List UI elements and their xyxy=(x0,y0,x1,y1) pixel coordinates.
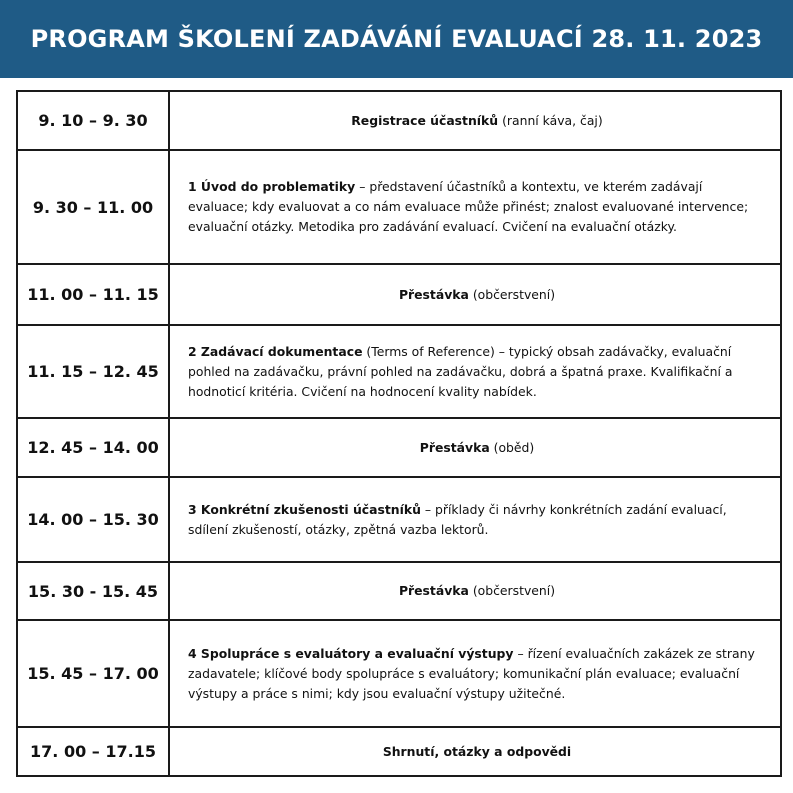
table-row xyxy=(17,477,781,562)
time-cell: 14. 00 – 15. 30 xyxy=(17,477,169,562)
session-detail: (ranní káva, čaj) xyxy=(498,112,603,128)
session-title: Registrace účastníků xyxy=(351,112,499,128)
description-cell xyxy=(169,477,781,562)
session-title: 3 Konkrétní zkušenosti účastníků xyxy=(188,501,421,517)
session-title: Přestávka xyxy=(398,583,469,598)
description-cell xyxy=(169,418,781,477)
session-detail: – příklady či návrhy konkrétních zadání evaluací, sdílení zkušeností, otázky, zpětná vazba lektorů. xyxy=(188,501,727,537)
time-cell: 9. 10 – 9. 30 xyxy=(17,91,169,150)
session-detail: – řízení evaluačních zakázek ze strany zadavatele; klíčové body spolupráce s evaluátory; komunikační plán evaluace; evaluační výstupy a práce s nimi; kdy jsou evaluační výstupy užitečné. xyxy=(188,645,755,701)
header-banner xyxy=(0,0,793,78)
time-cell: 15. 45 – 17. 00 xyxy=(17,620,169,727)
table-row xyxy=(17,727,781,776)
table-row xyxy=(17,150,781,264)
time-cell: 11. 15 – 12. 45 xyxy=(17,325,169,418)
table-row xyxy=(17,562,781,620)
table-row xyxy=(17,325,781,418)
time-cell: 12. 45 – 14. 00 xyxy=(17,418,169,477)
description-cell xyxy=(169,620,781,727)
session-detail: (občerstvení) xyxy=(468,583,556,598)
description-cell xyxy=(169,727,781,776)
session-detail: (občerstvení) xyxy=(468,286,556,302)
description-cell xyxy=(169,150,781,264)
schedule-table xyxy=(16,90,782,777)
session-title: 4 Spolupráce s evaluátory a evaluační výstupy xyxy=(188,645,514,661)
session-title: 2 Zadávací dokumentace xyxy=(188,343,363,359)
description-cell xyxy=(169,91,781,150)
description-cell xyxy=(169,264,781,325)
time-cell: 9. 30 – 11. 00 xyxy=(17,150,169,264)
session-title: Přestávka xyxy=(398,286,469,302)
session-detail: – představení účastníků a kontextu, ve kterém zadávají evaluace; kdy evaluovat a co nám evaluace může přinést; znalost evaluované intervence; evaluační otázky. Metodika pro zadávání evaluací. Cvičení na evaluační otázky. xyxy=(188,179,749,234)
time-cell: 15. 30 - 15. 45 xyxy=(17,562,169,620)
session-title: 1 Úvod do problematiky xyxy=(188,179,356,194)
table-row xyxy=(17,418,781,477)
table-row xyxy=(17,91,781,150)
description-cell xyxy=(169,325,781,418)
session-title: Shrnutí, otázky a odpovědi xyxy=(382,743,572,759)
table-row xyxy=(17,620,781,727)
time-cell: 11. 00 – 11. 15 xyxy=(17,264,169,325)
description-cell xyxy=(169,562,781,620)
session-detail: (Terms of Reference) – typický obsah zadávačky, evaluační pohled na zadávačku, právní pohled na zadávačku, dobrá a špatná praxe. Kvalifikační a hodnoticí kritéria. Cvičení na hodnocení kvality nabídek. xyxy=(188,343,733,399)
table-row xyxy=(17,264,781,325)
session-title: Přestávka xyxy=(419,439,490,455)
page-title: PROGRAM ŠKOLENÍ ZADÁVÁNÍ EVALUACÍ 28. 11. 2023 xyxy=(30,25,763,53)
time-cell: 17. 00 – 17.15 xyxy=(17,727,169,776)
session-detail: (oběd) xyxy=(489,439,535,455)
